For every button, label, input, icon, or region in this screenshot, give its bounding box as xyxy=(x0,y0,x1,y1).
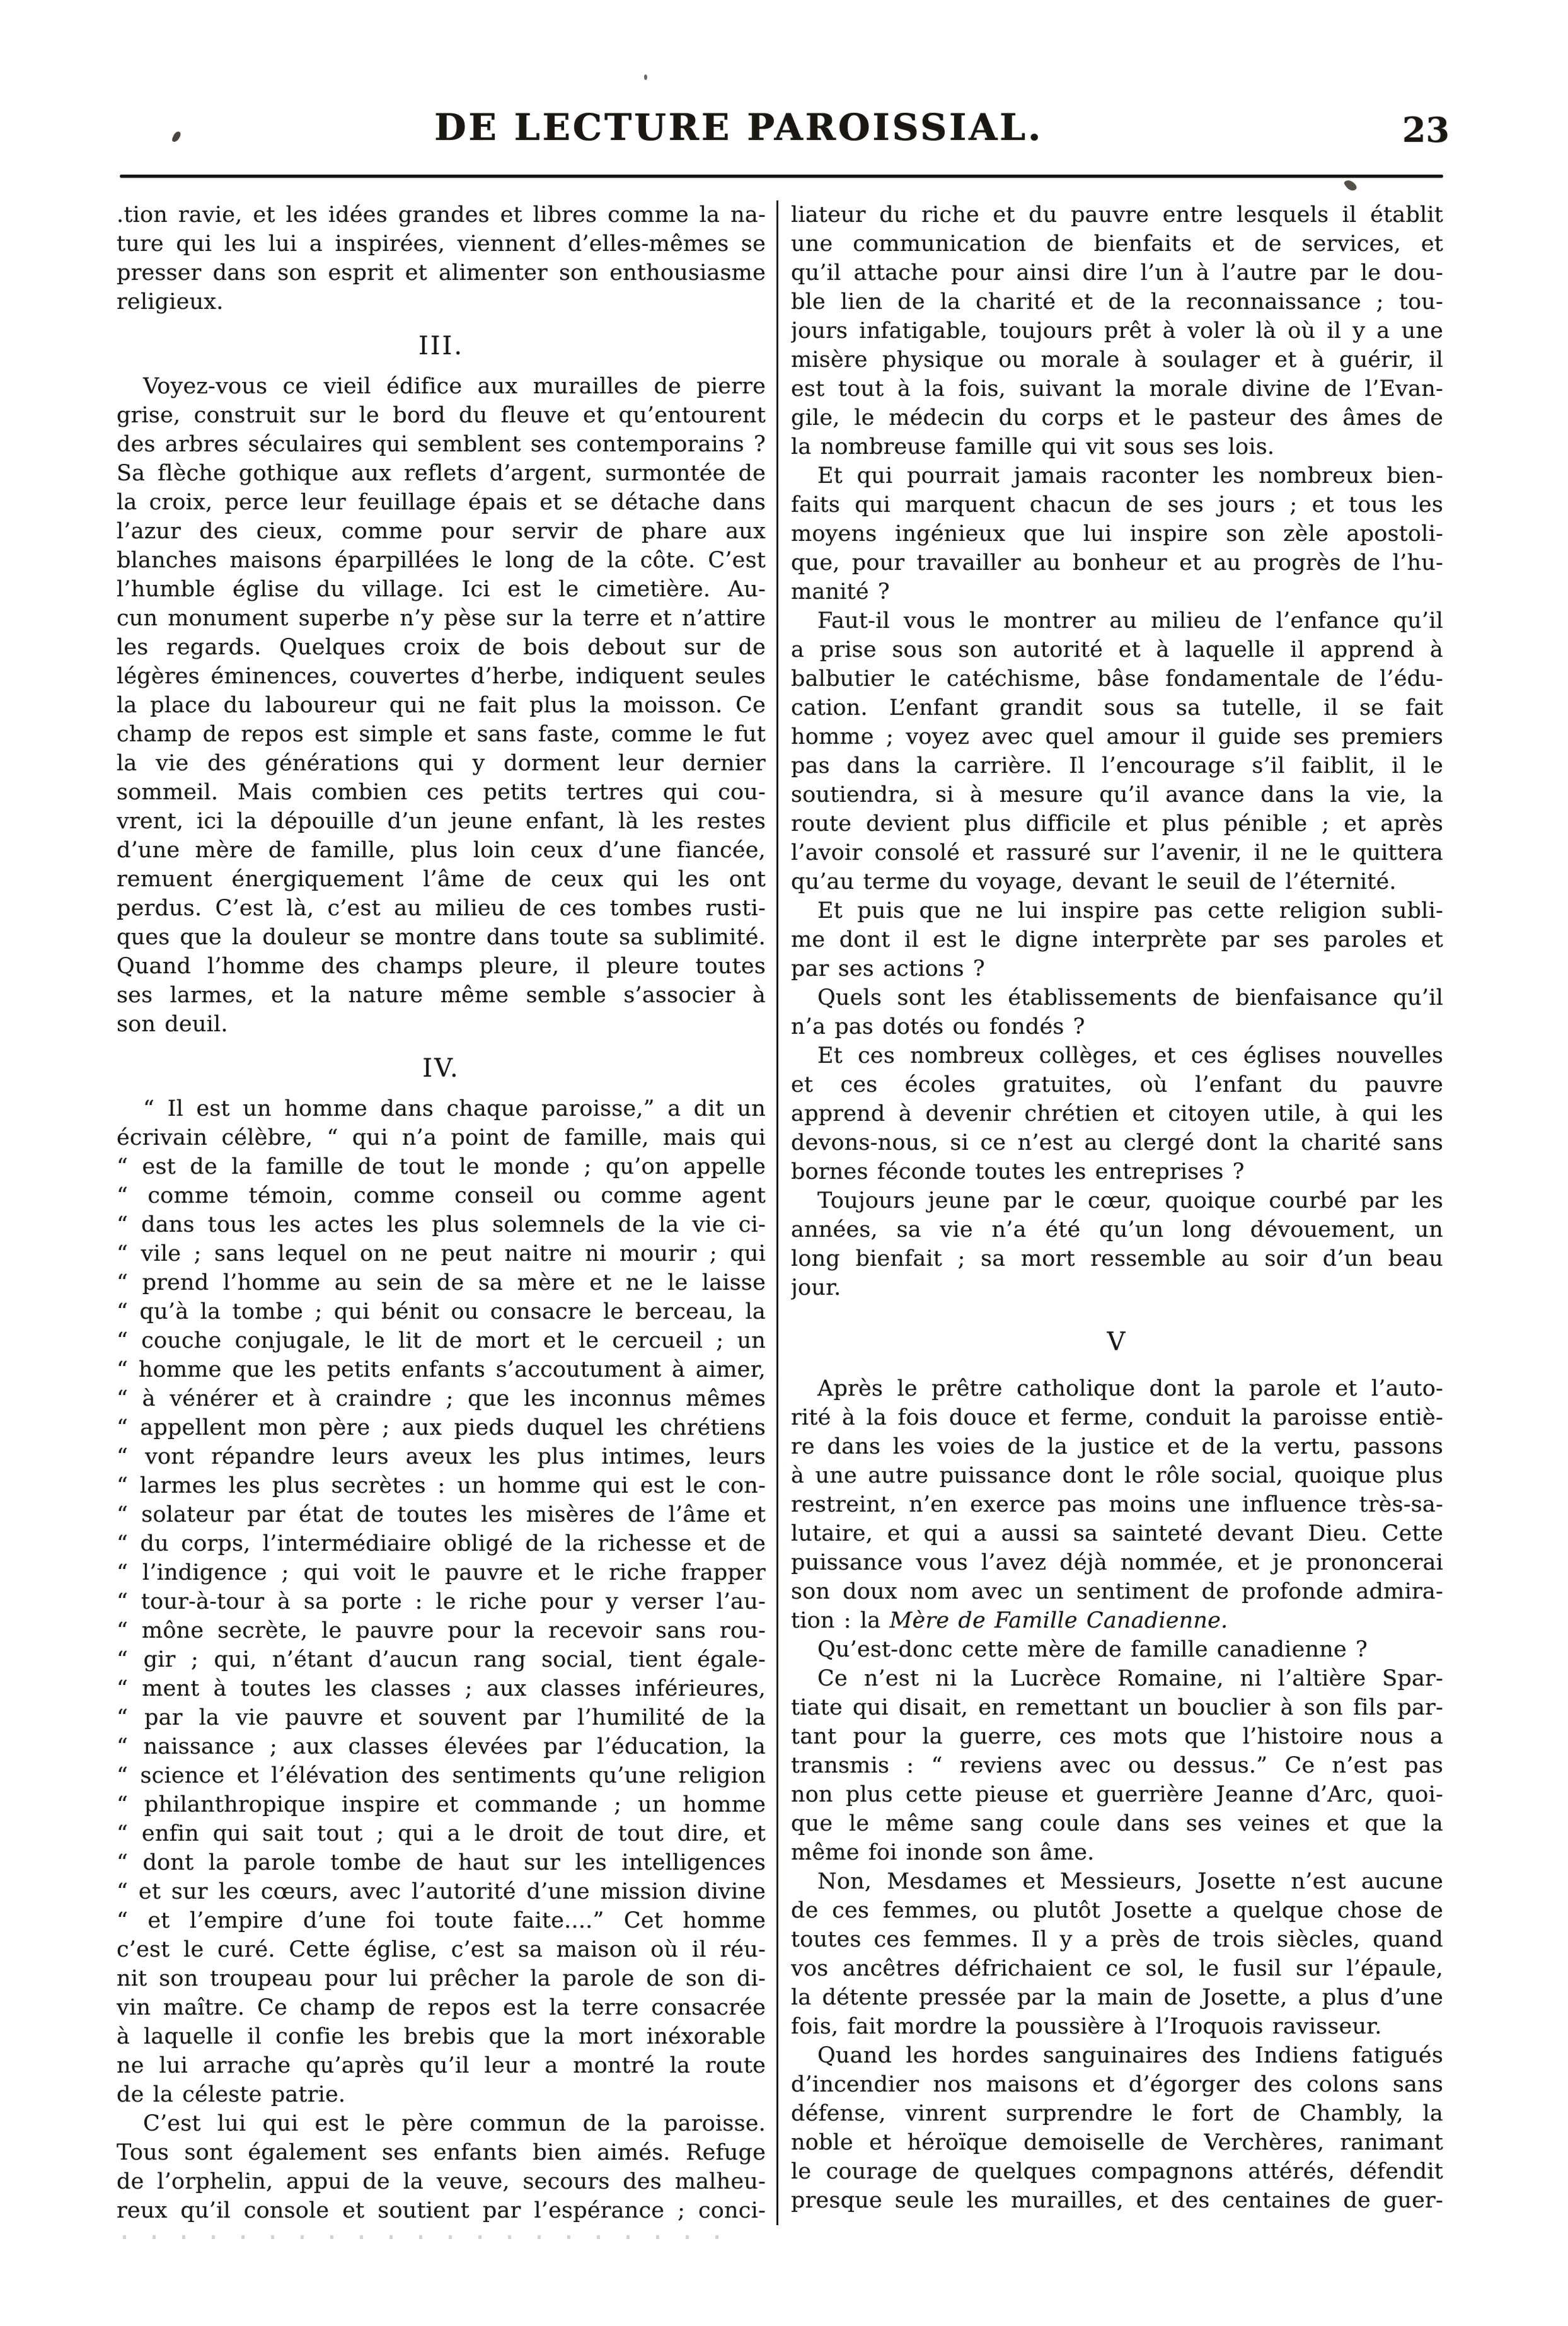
text-line: Quand l’homme des champs pleure, il pleure toutes xyxy=(117,954,766,979)
paragraph xyxy=(791,1664,1443,1867)
text-line: religieux. xyxy=(117,289,224,315)
text-line: “ et l’empire d’une foi toute faite....” Cet homme xyxy=(117,1908,766,1933)
text-line: son deuil. xyxy=(117,1012,228,1037)
text-line: lutaire, et qui a aussi sa sainteté devant Dieu. Cette xyxy=(791,1521,1443,1546)
text-line: a prise sous son autorité et à laquelle il apprend à xyxy=(791,637,1443,663)
text-line: bornes féconde toutes les entreprises ? xyxy=(791,1159,1245,1184)
text-line: ses larmes, et la nature même semble s’associer à xyxy=(117,983,766,1008)
text-line: fois, fait mordre la poussière à l’Iroquois ravisseur. xyxy=(791,2014,1382,2039)
paragraph xyxy=(791,1635,1443,1664)
text-line: “ dans tous les actes les plus solemnels de la vie ci- xyxy=(117,1212,766,1237)
text-line: re dans les voies de la justice et de la vertu, passons xyxy=(791,1434,1443,1459)
text-line: Qu’est-donc cette mère de famille canadienne ? xyxy=(817,1637,1368,1662)
text-line: à une autre puissance dont le rôle social, quoique plus xyxy=(791,1463,1443,1488)
section-heading: III. xyxy=(418,332,464,361)
text-line: l’humble église du village. Ici est le cimetière. Au- xyxy=(117,577,766,602)
text-line: devons-nous, si ce n’est au clergé dont la charité sans xyxy=(791,1130,1443,1155)
text-line: ne lui arrache qu’après qu’il leur a montré la route xyxy=(117,2053,766,2078)
text-line: vin maître. Ce champ de repos est la terre consacrée xyxy=(117,1995,766,2020)
text-line: que le même sang coule dans ses veines et que la xyxy=(791,1811,1443,1836)
text-line: reux qu’il console et soutient par l’espérance ; conci- xyxy=(117,2198,766,2223)
paragraph xyxy=(791,1041,1443,1186)
text-line: qu’au terme du voyage, devant le seuil de l’éternité. xyxy=(791,869,1397,894)
text-line: ture qui les lui a inspirées, viennent d’elles-mêmes se xyxy=(117,231,766,257)
text-line: puissance vous l’avez déjà nommée, et je prononcerai xyxy=(791,1550,1443,1575)
text-line: “ vile ; sans lequel on ne peut naitre ni mourir ; qui xyxy=(117,1241,766,1266)
text-line: Après le prêtre catholique dont la parole et l’auto- xyxy=(817,1376,1443,1401)
text-line: “ qu’à la tombe ; qui bénit ou consacre le berceau, la xyxy=(117,1299,766,1324)
paragraph xyxy=(791,461,1443,606)
text-line: d’incendier nos maisons et d’égorger des colons sans xyxy=(791,2072,1443,2097)
text-line: pas dans la carrière. Il l’encourage s’il faiblit, il le xyxy=(791,753,1443,778)
text-line: de ces femmes, ou plutôt Josette a quelque chose de xyxy=(791,1898,1443,1923)
text-line: me dont il est le digne interprète par ses paroles et xyxy=(791,927,1443,952)
text-line: homme ; voyez avec quel amour il guide ses premiers xyxy=(791,724,1443,749)
paragraph xyxy=(117,200,766,316)
text-line: “ gir ; qui, n’étant d’aucun rang social, tient égale- xyxy=(117,1647,766,1672)
text-line: Voyez-vous ce vieil édifice aux murailles de pierre xyxy=(143,374,766,399)
text-line: apprend à devenir chrétien et citoyen utile, à qui les xyxy=(791,1101,1443,1126)
text-line: n’a pas dotés ou fondés ? xyxy=(791,1014,1085,1039)
text-line: qu’il attache pour ainsi dire l’un à l’autre par le dou- xyxy=(791,260,1443,286)
text-line: l’azur des cieux, comme pour servir de phare aux xyxy=(117,519,766,544)
text-line: “ l’indigence ; qui voit le pauvre et le riche frapper xyxy=(117,1560,766,1585)
text-line: cun monument superbe n’y pèse sur la terre et n’attire xyxy=(117,606,766,631)
text-line: Sa flèche gothique aux reflets d’argent, surmontée de xyxy=(117,461,766,486)
text-line: par ses actions ? xyxy=(791,956,985,981)
text-line: vos ancêtres défrichaient ce sol, le fusil sur l’épaule, xyxy=(791,1956,1443,1981)
text-line: “ homme que les petits enfants s’accoutument à aimer, xyxy=(117,1357,766,1382)
text-line: et ces écoles gratuites, où l’enfant du pauvre xyxy=(791,1072,1443,1097)
text-line: les regards. Quelques croix de bois debout sur de xyxy=(117,635,766,660)
text-line: jour. xyxy=(791,1275,841,1300)
text-line: long bienfait ; sa mort ressemble au soir d’un beau xyxy=(791,1246,1443,1271)
text-line: nit son troupeau pour lui prêcher la parole de son di- xyxy=(117,1966,766,1991)
text-line: Ce n’est ni la Lucrèce Romaine, ni l’altière Spar- xyxy=(817,1666,1443,1691)
text-line: grise, construit sur le bord du fleuve et qu’entourent xyxy=(117,403,766,428)
paragraph xyxy=(791,1867,1443,2041)
text-line: remuent énergiquement l’âme de ceux qui les ont xyxy=(117,867,766,892)
text-line: jours infatigable, toujours prêt à voler là où il y a une xyxy=(791,318,1443,344)
text-line: Et ces nombreux collèges, et ces églises nouvelles xyxy=(817,1043,1443,1068)
text-line: “ solateur par état de toutes les misères de l’âme et xyxy=(117,1502,766,1527)
text-line: “ philanthropique inspire et commande ; un homme xyxy=(117,1792,766,1817)
text-line: que, pour travailler au bonheur et au progrès de l’hu- xyxy=(791,550,1443,576)
paragraph xyxy=(791,896,1443,983)
text-line: restreint, n’en exerce pas moins une influence très-sa- xyxy=(791,1492,1443,1517)
column-divider-rule xyxy=(776,200,778,2225)
page-header-title: DE LECTURE PAROISSIAL. xyxy=(434,106,1044,149)
text-line: “ du corps, l’intermédiaire obligé de la richesse et de xyxy=(117,1531,766,1556)
text-line: “ et sur les cœurs, avec l’autorité d’une mission divine xyxy=(117,1879,766,1904)
text-line: blanches maisons éparpillées le long de la côte. C’est xyxy=(117,548,766,573)
text-line: est tout à la fois, suivant la morale divine de l’Evan- xyxy=(791,376,1443,402)
text-line: “ dont la parole tombe de haut sur les intelligences xyxy=(117,1850,766,1875)
text-line: “ est de la famille de tout le monde ; qu’on appelle xyxy=(117,1154,766,1179)
paragraph xyxy=(791,1186,1443,1302)
section-heading: IV. xyxy=(422,1054,460,1083)
text-line: liateur du riche et du pauvre entre lesquels il établit xyxy=(791,202,1443,228)
paragraph xyxy=(117,372,766,1039)
text-line: son doux nom avec un sentiment de profonde admira- xyxy=(791,1579,1443,1604)
page-number: 23 xyxy=(1402,110,1450,150)
text-line: Et qui pourrait jamais raconter les nombreux bien- xyxy=(817,463,1443,489)
text-line: transmis : “ reviens avec ou dessus.” Ce n’est pas xyxy=(791,1753,1443,1778)
text-line: Et puis que ne lui inspire pas cette religion subli- xyxy=(817,898,1443,923)
text-line: balbutier le catéchisme, bâse fondamentale de l’édu- xyxy=(791,666,1443,691)
text-line: “ mône secrète, le pauvre pour la recevoir sans rou- xyxy=(117,1618,766,1643)
paragraph xyxy=(791,200,1443,461)
text-line: rité à la fois douce et ferme, conduit la paroisse entiè- xyxy=(791,1405,1443,1430)
text-line: “ comme témoin, comme conseil ou comme agent xyxy=(117,1183,766,1208)
text-line: le courage de quelques compagnons attérés, défendit xyxy=(791,2159,1443,2184)
text-line: “ larmes les plus secrètes : un homme qui est le con- xyxy=(117,1473,766,1498)
scan-speck xyxy=(644,74,647,80)
text-line: “ science et l’élévation des sentiments qu’une religion xyxy=(117,1763,766,1788)
text-line: années, sa vie n’a été qu’un long dévouement, un xyxy=(791,1217,1443,1242)
text-line: “ enfin qui sait tout ; qui a le droit de tout dire, et xyxy=(117,1821,766,1846)
text-line: presser dans son esprit et alimenter son enthousiasme xyxy=(117,260,766,286)
text-line: gile, le médecin du corps et le pasteur des âmes de xyxy=(791,405,1443,431)
text-line: “ tour-à-tour à sa porte : le riche pour y verser l’au- xyxy=(117,1589,766,1614)
text-line: Quand les hordes sanguinaires des Indiens fatigués xyxy=(817,2043,1443,2068)
text-line: la croix, perce leur feuillage épais et se détache dans xyxy=(117,490,766,515)
text-line: Non, Mesdames et Messieurs, Josette n’est aucune xyxy=(817,1869,1443,1894)
right-column xyxy=(791,200,1443,2225)
paragraph xyxy=(117,1094,766,2109)
header-rule xyxy=(120,175,1443,178)
text-line: c’est le curé. Cette église, c’est sa maison où il réu- xyxy=(117,1937,766,1962)
text-line: misère physique ou morale à soulager et à guérir, il xyxy=(791,347,1443,373)
paragraph xyxy=(117,2109,766,2225)
text-line: “ vont répandre leurs aveux les plus intimes, leurs xyxy=(117,1444,766,1469)
scan-speck xyxy=(1344,178,1358,193)
text-line: l’avoir consolé et rassuré sur l’avenir, il ne le quittera xyxy=(791,840,1443,865)
text-line: non plus cette pieuse et guerrière Jeanne d’Arc, quoi- xyxy=(791,1782,1443,1807)
scan-noise-row xyxy=(123,2235,741,2239)
text-line: “ ment à toutes les classes ; aux classes inférieures, xyxy=(117,1676,766,1701)
text-line: défense, vinrent surprendre le fort de Chambly, la xyxy=(791,2101,1443,2126)
text-line: “ par la vie pauvre et souvent par l’humilité de la xyxy=(117,1705,766,1730)
text-line: Faut-il vous le montrer au milieu de l’enfance qu’il xyxy=(817,608,1443,634)
text-line: route devient plus difficile et plus pénible ; et après xyxy=(791,811,1443,836)
text-line: “ prend l’homme au sein de sa mère et ne le laisse xyxy=(117,1270,766,1295)
text-line: “ Il est un homme dans chaque paroisse,” a dit un xyxy=(143,1096,766,1121)
text-line: tion : la Mère de Famille Canadienne. xyxy=(791,1608,1228,1633)
text-line: soutiendra, si à mesure qu’il avance dans la vie, la xyxy=(791,782,1443,807)
text-line: la place du laboureur qui ne fait plus la moisson. Ce xyxy=(117,693,766,718)
text-line: “ naissance ; aux classes élevées par l’éducation, la xyxy=(117,1734,766,1759)
text-line: ble lien de la charité et de la reconnaissance ; tou- xyxy=(791,289,1443,315)
text-line: la vie des générations qui y dorment leur dernier xyxy=(117,751,766,776)
text-line: moyens ingénieux que lui inspire son zèle apostoli- xyxy=(791,521,1443,547)
text-line: tiate qui disait, en remettant un bouclier à son fils par- xyxy=(791,1695,1443,1720)
text-line: la nombreuse famille qui vit sous ses lois. xyxy=(791,434,1275,460)
text-line: une communication de bienfaits et de services, et xyxy=(791,231,1443,257)
left-column xyxy=(117,200,766,2225)
text-line: écrivain célèbre, “ qui n’a point de famille, mais qui xyxy=(117,1125,766,1150)
text-line: .tion ravie, et les idées grandes et libres comme la na- xyxy=(117,202,766,228)
paragraph xyxy=(791,606,1443,896)
text-line: “ à vénérer et à craindre ; que les inconnus mêmes xyxy=(117,1386,766,1411)
text-line: ques que la douleur se montre dans toute sa sublimité. xyxy=(117,925,766,950)
section-heading: V xyxy=(1107,1328,1127,1357)
text-line: cation. L’enfant grandit sous sa tutelle, il se fait xyxy=(791,695,1443,720)
paragraph xyxy=(791,1374,1443,1635)
text-line: la détente pressée par la main de Josette, a plus d’une xyxy=(791,1985,1443,2010)
text-line: manité ? xyxy=(791,579,890,605)
text-line: vrent, ici la dépouille d’un jeune enfant, là les restes xyxy=(117,809,766,834)
paragraph xyxy=(791,2041,1443,2215)
text-line: même foi inonde son âme. xyxy=(791,1840,1095,1865)
text-line: faits qui marquent chacun de ses jours ; et tous les xyxy=(791,492,1443,518)
text-line: C’est lui qui est le père commun de la paroisse. xyxy=(143,2111,766,2136)
text-line: de la céleste patrie. xyxy=(117,2082,346,2107)
text-line: des arbres séculaires qui semblent ses contemporains ? xyxy=(117,432,766,457)
paragraph xyxy=(791,983,1443,1041)
text-line: sommeil. Mais combien ces petits tertres qui cou- xyxy=(117,780,766,805)
text-line: presque seule les murailles, et des centaines de guer- xyxy=(791,2188,1443,2213)
two-column-text-body xyxy=(117,200,1443,2225)
text-line: à laquelle il confie les brebis que la mort inéxorable xyxy=(117,2024,766,2049)
text-line: “ appellent mon père ; aux pieds duquel les chrétiens xyxy=(117,1415,766,1440)
text-line: toutes ces femmes. Il y a près de trois siècles, quand xyxy=(791,1927,1443,1952)
text-line: Quels sont les établissements de bienfaisance qu’il xyxy=(817,985,1443,1010)
text-line: tant pour la guerre, ces mots que l’histoire nous a xyxy=(791,1724,1443,1749)
text-line: de l’orphelin, appui de la veuve, secours des malheu- xyxy=(117,2169,766,2194)
text-line: d’une mère de famille, plus loin ceux d’une fiancée, xyxy=(117,838,766,863)
text-line: champ de repos est simple et sans faste, comme le fut xyxy=(117,722,766,747)
text-line: “ couche conjugale, le lit de mort et le cercueil ; un xyxy=(117,1328,766,1353)
text-line: légères éminences, couvertes d’herbe, indiquent seules xyxy=(117,664,766,689)
text-line: noble et héroïque demoiselle de Verchères, ranimant xyxy=(791,2130,1443,2155)
text-line: Toujours jeune par le cœur, quoique courbé par les xyxy=(817,1188,1443,1213)
text-line: perdus. C’est là, c’est au milieu de ces tombes rusti- xyxy=(117,896,766,921)
text-line: Tous sont également ses enfants bien aimés. Refuge xyxy=(117,2140,766,2165)
